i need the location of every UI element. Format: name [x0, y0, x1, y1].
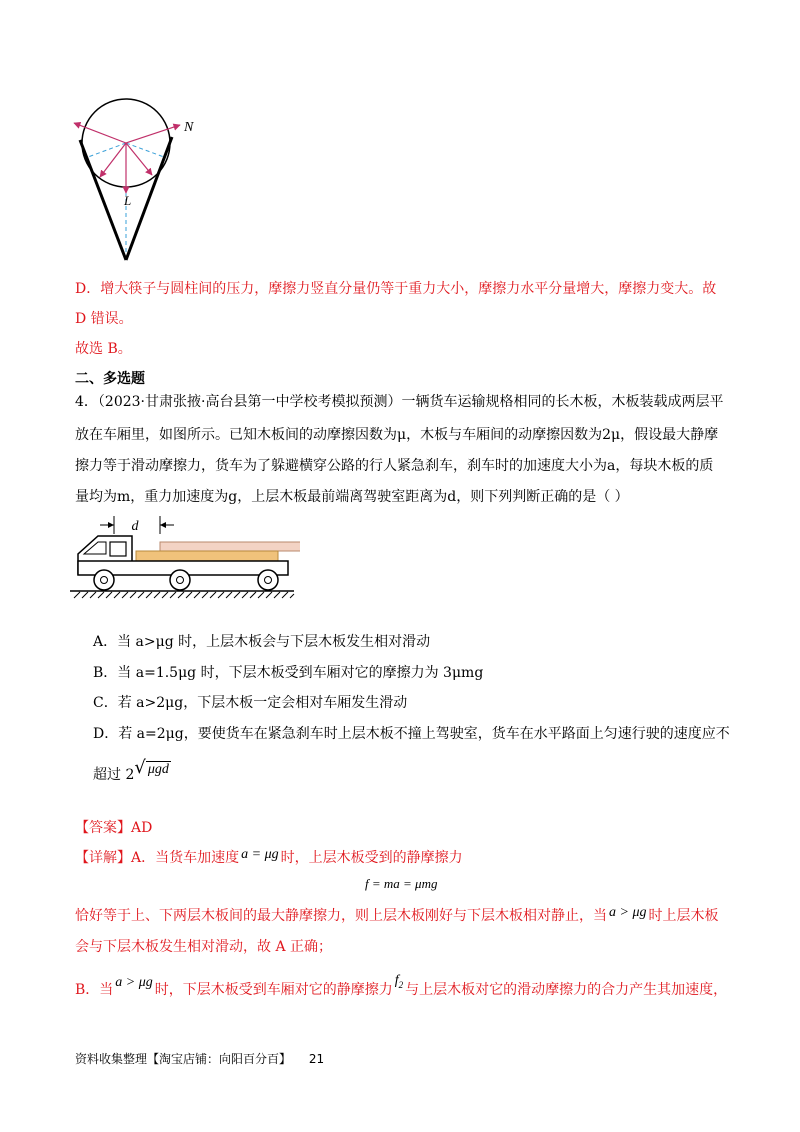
detail-line4-c: 与上层木板对它的滑动摩擦力的合力产生其加速度，: [405, 982, 728, 998]
detail-intro-math: a = μg: [241, 847, 279, 862]
question-source-text: （2023·甘肃张掖·高台县第一中学校考模拟预测）一辆货车运输规格相同的长木板，木板装载成两层平: [97, 394, 724, 410]
question-line3: 擦力等于滑动摩擦力，货车为了躲避横穿公路的行人紧急刹车，刹车时的加速度大小为a，每块木板的质: [75, 458, 714, 474]
option-d-line1: D．若 a=2μg，要使货车在紧急刹车时上层木板不撞上驾驶室，货车在水平路面上匀速行驶的速度应不: [93, 726, 730, 742]
footer: [75, 1050, 324, 1067]
answer: 【答案】AD: [75, 820, 153, 836]
question-line2: 放在车厢里，如图所示。已知木板间的动摩擦因数为μ，木板与车厢间的动摩擦因数为2μ，假设最大静摩: [75, 427, 719, 443]
detail-line2: [75, 906, 718, 927]
prev-option-d-line2: D 错误。: [75, 311, 133, 327]
normal-force-label: N: [184, 120, 194, 135]
detail-line3: 会与下层木板发生相对滑动，故 A 正确；: [75, 939, 333, 955]
option-d-radicand: μgd: [147, 762, 169, 777]
sqrt-symbol: √: [134, 757, 146, 778]
detail-line2-math: a > μg: [609, 905, 647, 920]
option-c: C．若 a>2μg，下层木板一定会相对车厢发生滑动: [93, 695, 408, 711]
formula-friction: f = ma = μmg: [365, 876, 438, 891]
footer-text: 资料收集整理【淘宝店铺：向阳百分百】: [75, 1052, 292, 1066]
question-line4: 量均为m，重力加速度为g，上层木板最前端离驾驶室距离为d，则下列判断正确的是（ ）: [75, 489, 629, 505]
detail-intro: 【详解】A．当货车加速度: [75, 850, 240, 866]
detail-line4-a: B．当: [75, 982, 114, 998]
prev-option-d-line1: D．增大筷子与圆柱间的压力，摩擦力竖直分量仍等于重力大小，摩擦力水平分量增大，摩擦力变大。故: [75, 281, 717, 297]
detail-line1: [75, 848, 463, 869]
option-d-line2: [93, 758, 171, 786]
question-number: 4．: [75, 394, 98, 410]
option-a: A．当 a>μg 时，上层木板会与下层木板发生相对滑动: [93, 634, 431, 650]
detail-intro-tail: 时，上层木板受到的静摩擦力: [280, 850, 463, 866]
option-b: B．当 a=1.5μg 时，下层木板受到车厢对它的摩擦力为 3μmg: [93, 665, 484, 681]
question-line1: [75, 392, 723, 412]
section-title: 二、多选题: [75, 371, 145, 387]
option-d-prefix: 超过 2: [93, 767, 135, 783]
detail-line4-math: a > μg: [115, 975, 153, 990]
distance-d-label: d: [131, 519, 139, 534]
detail-line4-f2: [393, 973, 405, 988]
f-symbol: f: [394, 973, 399, 988]
detail-line2-b: 时上层木板: [648, 908, 719, 924]
detail-line2-a: 恰好等于上、下两层木板间的最大静摩擦力，则上层木板刚好与下层木板相对静止，当: [75, 908, 607, 924]
truck-figure: [70, 512, 300, 604]
prev-conclusion: 故选 B。: [75, 341, 132, 357]
detail-line4: [75, 973, 728, 1005]
detail-line4-b: 时，下层木板受到车厢对它的静摩擦力: [154, 982, 393, 998]
page-number: 21: [308, 1052, 325, 1066]
f-subscript: 2: [398, 979, 404, 990]
chopsticks-cylinder-figure: [60, 95, 210, 270]
length-label: L: [124, 193, 132, 208]
